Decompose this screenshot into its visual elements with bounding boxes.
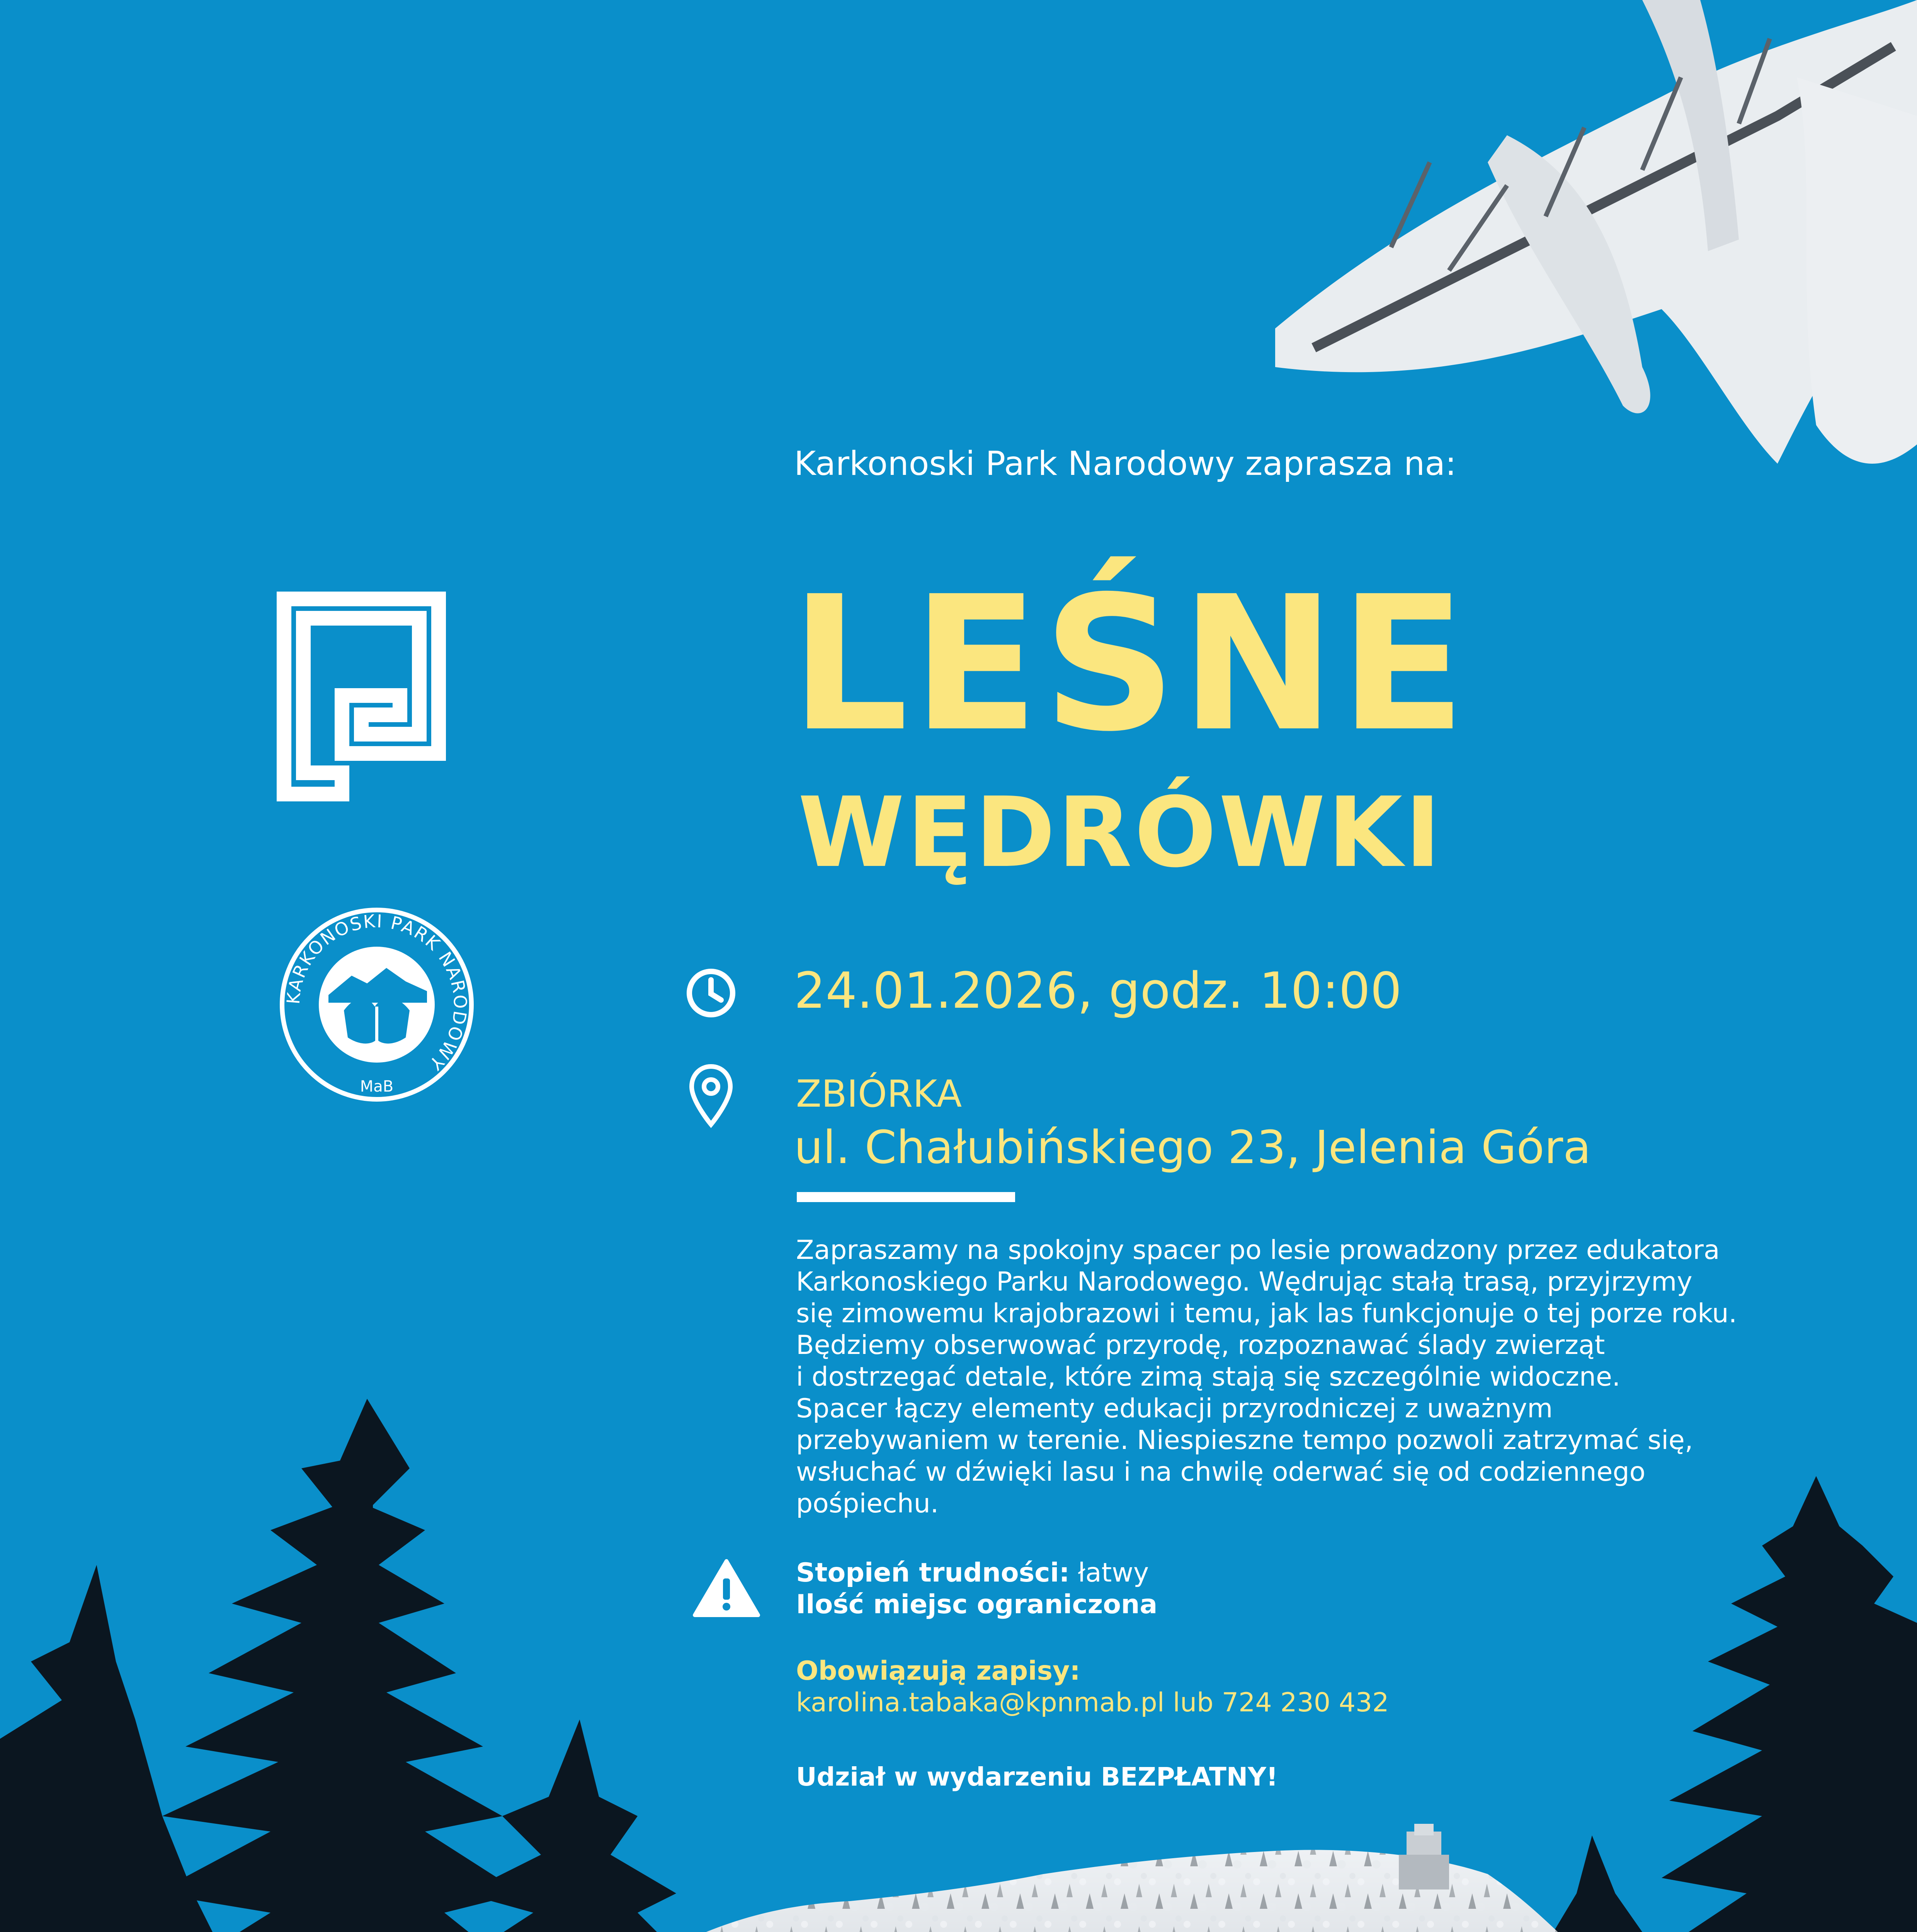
difficulty-row (796, 1557, 1157, 1589)
tree-silhouettes-right (1538, 1476, 1917, 1932)
description-line: Będziemy obserwować przyrodę, rozpoznawać ślady zwierząt (796, 1330, 1605, 1361)
intro-text: Karkonoski Park Narodowy zaprasza na: (794, 444, 1456, 483)
title-line2: WĘDRÓWKI (798, 776, 1443, 889)
clock-icon (684, 966, 738, 1020)
description-line: i dostrzegać detale, które zimą stają się szczególnie widoczne. (796, 1362, 1621, 1392)
description-line: przebywaniem w terenie. Niespieszne tempo pozwoli zatrzymać się, (796, 1425, 1693, 1456)
park-seal-logo (278, 906, 475, 1103)
seal-sub: MaB (360, 1078, 394, 1095)
event-datetime: 24.01.2026, godz. 10:00 (794, 962, 1402, 1020)
location-pin-icon (688, 1063, 734, 1128)
meeting-address: ul. Chałubińskiego 23, Jelenia Góra (794, 1121, 1591, 1174)
description-line: wsłuchać w dźwięki lasu i na chwilę oderwać się od codziennego (796, 1457, 1646, 1487)
description-line: się zimowemu krajobrazowi i temu, jak las funkcjonuje o tej porze roku. (796, 1298, 1737, 1329)
snowy-branch (1275, 0, 1917, 464)
signup-label: Obowiązują zapisy: (796, 1656, 1080, 1686)
places-text: Ilość miejsc ograniczona (796, 1589, 1158, 1620)
description-line: Spacer łączy elementy edukacji przyrodniczej z uważnym (796, 1393, 1553, 1424)
signup-contact: karolina.tabaka@kpnmab.pl lub 724 230 432 (796, 1687, 1389, 1718)
places-row (796, 1589, 1157, 1621)
title-line1: LEŚNE (790, 556, 1470, 772)
description (796, 1235, 1739, 1520)
hill-tower (1399, 1824, 1449, 1889)
description-line: Zapraszamy na spokojny spacer po lesie prowadzony przez edukatora (796, 1235, 1720, 1265)
seal-text: KARKONOSKI PARK NARODOWY (282, 910, 471, 1075)
free-entry-text: Udział w wydarzeniu BEZPŁATNY! (796, 1762, 1278, 1792)
meeting-label: ZBIÓRKA (796, 1072, 962, 1116)
brand-logo-icon (276, 591, 446, 802)
difficulty-info (796, 1557, 1157, 1621)
warning-icon (692, 1557, 761, 1619)
difficulty-label: Stopień trudności: (796, 1558, 1070, 1588)
divider (797, 1192, 1015, 1202)
difficulty-value: łatwy (1069, 1558, 1149, 1588)
description-line: pośpiechu. (796, 1488, 939, 1519)
description-line: Karkonoskiego Parku Narodowego. Wędrując stałą trasą, przyjrzymy (796, 1267, 1692, 1297)
tree-silhouettes-left (0, 1399, 696, 1932)
